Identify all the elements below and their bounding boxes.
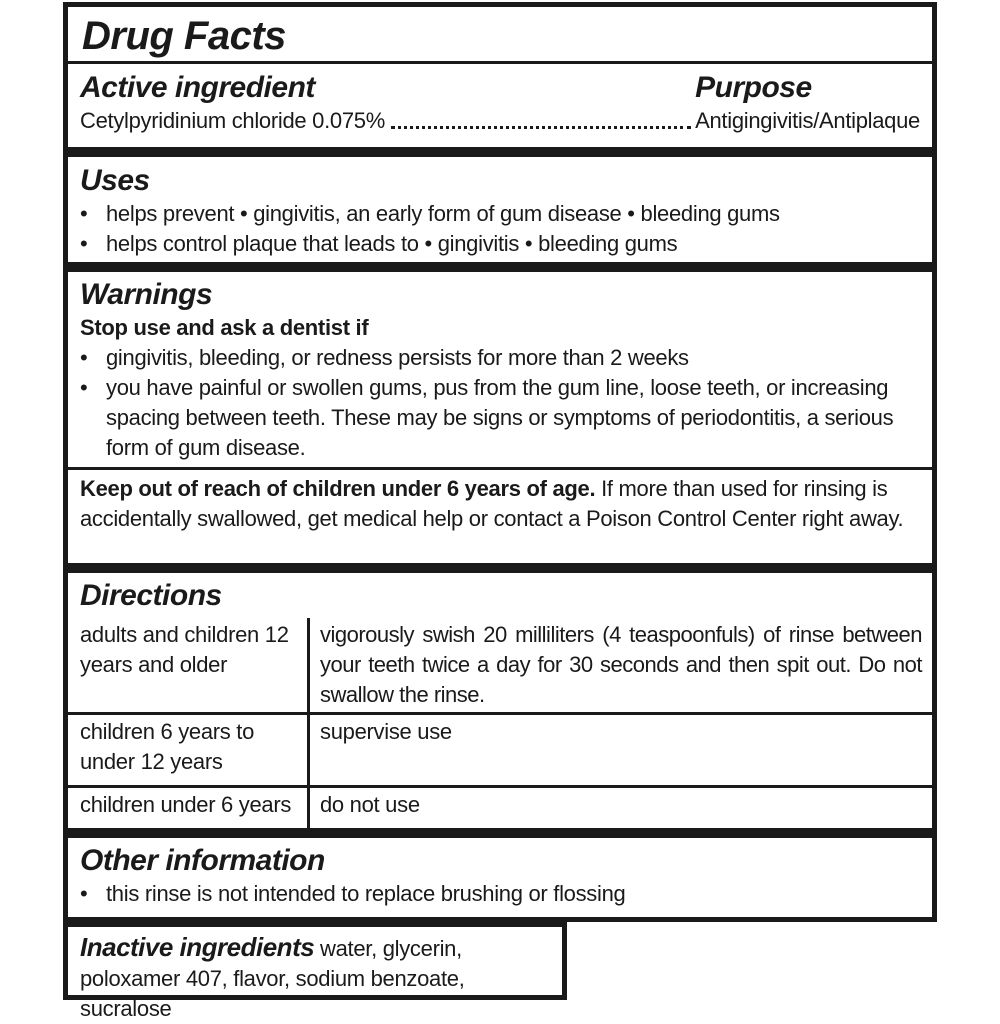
uses-heading: Uses [80, 164, 150, 197]
drug-facts-label [63, 2, 937, 1021]
section-directions [63, 568, 937, 833]
table-row [68, 618, 932, 712]
uses-bullet-1-text: helps prevent • gingivitis, an early form of gum disease • bleeding gums [106, 201, 780, 226]
section-other-information [63, 833, 937, 922]
uses-bullet-2 [80, 229, 920, 259]
section-warnings [63, 267, 937, 568]
directions-row-1-who: adults and children 12 years and older [68, 618, 310, 712]
inactive-ingredients-text: water, glycerin, poloxamer 407, flavor, sodium benzoate, sucralose [80, 936, 465, 1021]
directions-row-3-what: do not use [320, 792, 420, 817]
other-information-bullet-1 [80, 879, 920, 909]
table-row [68, 785, 932, 828]
warnings-heading: Warnings [80, 278, 213, 311]
inactive-ingredients-heading: Inactive ingredients [80, 932, 315, 962]
bullet-icon: • [80, 345, 88, 370]
stop-use-heading: Stop use and ask a dentist if [80, 315, 369, 340]
bullet-icon: • [80, 231, 88, 256]
other-information-heading: Other information [80, 844, 325, 877]
warnings-bullet-2 [80, 373, 920, 463]
section-title-active-ingredient [63, 2, 937, 152]
keep-out-paragraph [80, 474, 920, 534]
keep-out-rest-text: If more than used for rinsing is accidentally swallowed, get medical help or contact a Poison Control Center right away. [80, 476, 904, 531]
directions-row-3-who: children under 6 years [68, 788, 310, 828]
purpose-value: Antigingivitis/Antiplaque [695, 108, 920, 133]
table-row [68, 712, 932, 785]
bullet-icon: • [80, 375, 88, 400]
bullet-icon: • [80, 201, 88, 226]
section-uses [63, 152, 937, 267]
bullet-icon: • [80, 881, 88, 906]
directions-heading: Directions [80, 579, 222, 612]
active-ingredient-block [68, 64, 932, 136]
directions-row-2-who: children 6 years to under 12 years [68, 715, 310, 785]
warnings-divider [68, 467, 932, 470]
dot-leader [391, 126, 691, 129]
section-inactive-ingredients [63, 922, 567, 1021]
directions-table [68, 618, 932, 828]
keep-out-bold-text: Keep out of reach of children under 6 years of age. [80, 476, 596, 501]
drug-facts-title: Drug Facts [82, 14, 286, 58]
other-information-bullet-1-text: this rinse is not intended to replace brushing or flossing [106, 881, 626, 906]
active-ingredient-name: Cetylpyridinium chloride 0.075% [80, 108, 385, 133]
warnings-bullet-1 [80, 343, 920, 373]
warnings-bullet-1-text: gingivitis, bleeding, or redness persists for more than 2 weeks [106, 345, 689, 370]
uses-bullet-1 [80, 199, 920, 229]
directions-row-2-what: supervise use [320, 719, 452, 744]
warnings-bullet-2-text: you have painful or swollen gums, pus from the gum line, loose teeth, or increasing spacing between teeth. These may be signs or symptoms of periodontitis, a serious form of gum disease. [106, 375, 894, 460]
active-ingredient-heading: Active ingredient [80, 71, 315, 104]
uses-bullet-2-text: helps control plaque that leads to • gingivitis • bleeding gums [106, 231, 678, 256]
directions-row-1-what: vigorously swish 20 milliliters (4 teaspoonfuls) of rinse between your teeth twice a day for 30 seconds and then spit out. Do not swallow the rinse. [320, 622, 922, 707]
purpose-heading: Purpose [695, 71, 812, 104]
